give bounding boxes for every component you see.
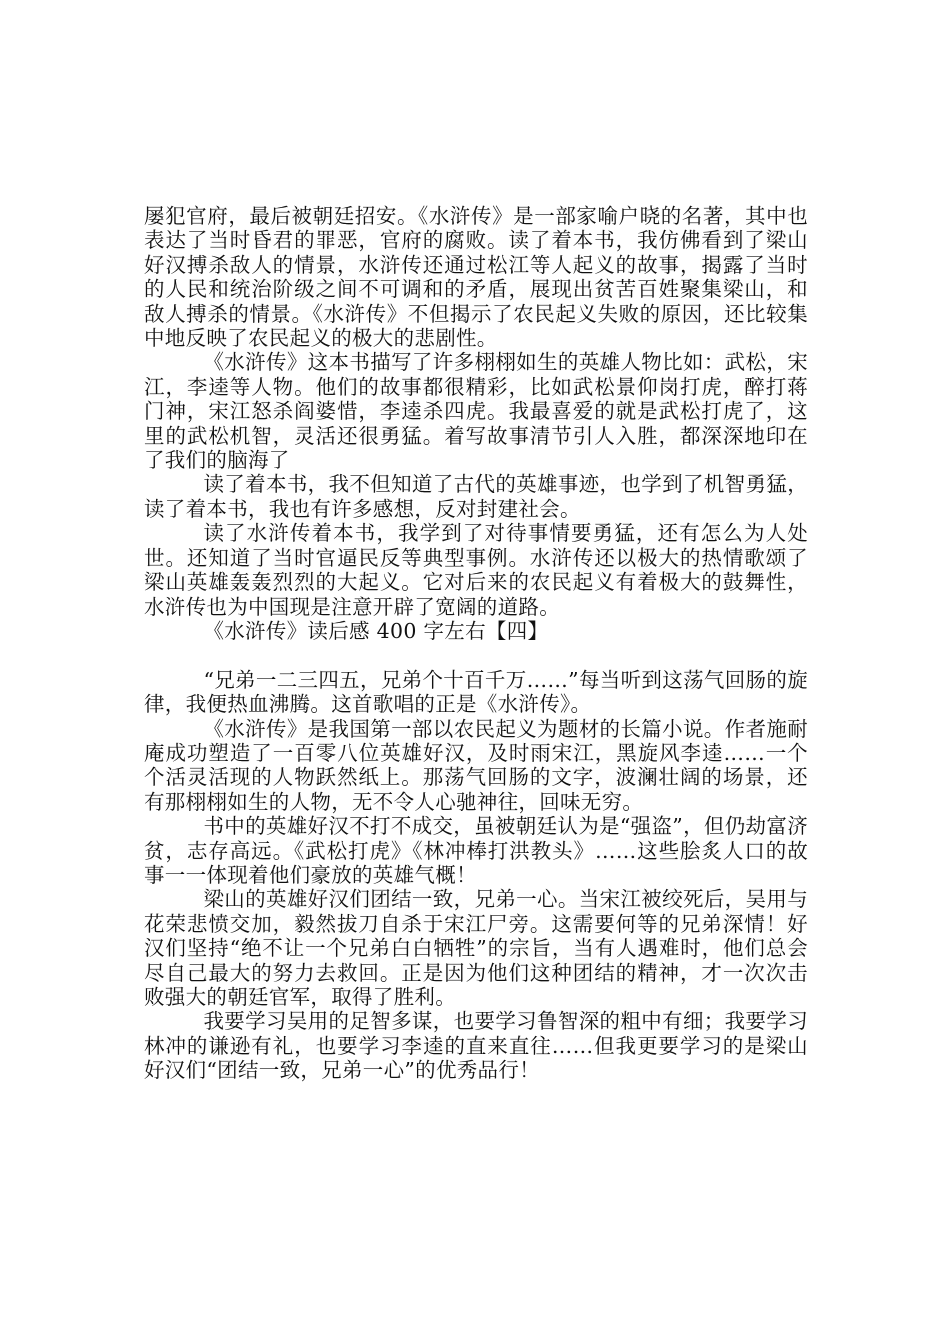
paragraph: 屡犯官府，最后被朝廷招安。《水浒传》是一部家喻户晓的名著，其中也表达了当时昏君的罪恶，官府的腐败。读了着本书，我仿佛看到了梁山好汉搏杀敌人的情景，水浒传还通过松江等人起义的故事，揭露了当时的人民和统治阶级之间不可调和的矛盾，展现出贫苦百姓聚集梁山，和敌人搏杀的情景。《水浒传》不但揭示了农民起义失败的原因，还比较集中地反映了农民起义的极大的悲剧性。 (144, 204, 808, 351)
paragraph: 《水浒传》这本书描写了许多栩栩如生的英雄人物比如：武松，宋江，李逵等人物。他们的故事都很精彩，比如武松景仰岗打虎，醉打蒋门神，宋江怒杀阎婆惜，李逵杀四虎。我最喜爱的就是武松打虎了，这里的武松机智，灵活还很勇猛。着写故事清节引人入胜，都深深地印在了我们的脑海了 (144, 350, 808, 473)
document-page (144, 204, 808, 1083)
section-heading: 《水浒传》读后感 400 字左右【四】 (203, 618, 549, 643)
blank-line (144, 643, 808, 667)
paragraph: 《水浒传》是我国第一部以农民起义为题材的长篇小说。作者施耐庵成功塑造了一百零八位英雄好汉，及时雨宋江，黑旋风李逵……一个个活灵活现的人物跃然纸上。那荡气回肠的文字，波澜壮阔的场景，还有那栩栩如生的人物，无不令人心驰神往，回味无穷。 (144, 716, 808, 814)
paragraph: 读了水浒传着本书，我学到了对待事情要勇猛，还有怎么为人处世。还知道了当时官逼民反等典型事例。水浒传还以极大的热情歌颂了梁山英雄轰轰烈烈的大起义。它对后来的农民起义有着极大的鼓舞性，水浒传也为中国现是注意开辟了宽阔的道路。 (144, 521, 808, 619)
paragraph: 梁山的英雄好汉们团结一致，兄弟一心。当宋江被绞死后，吴用与花荣悲愤交加，毅然拔刀自杀于宋江尸旁。这需要何等的兄弟深情！好汉们坚持“绝不让一个兄弟白白牺牲”的宗旨，当有人遇难时，他们总会尽自己最大的努力去救回。正是因为他们这种团结的精神，才一次次击败强大的朝廷官军，取得了胜利。 (144, 887, 808, 1009)
paragraph: “兄弟一二三四五，兄弟个十百千万……”每当听到这荡气回肠的旋律，我便热血沸腾。这首歌唱的正是《水浒传》。 (144, 667, 808, 717)
paragraph: 我要学习吴用的足智多谋，也要学习鲁智深的粗中有细；我要学习林冲的谦逊有礼，也要学习李逵的直来直往……但我更要学习的是梁山好汉们“团结一致，兄弟一心”的优秀品行！ (144, 1009, 808, 1083)
paragraph: 书中的英雄好汉不打不成交，虽被朝廷认为是“强盗”，但仍劫富济贫，志存高远。《武松打虎》《林冲棒打洪教头》……这些脍炙人口的故事一一体现着他们豪放的英雄气概！ (144, 814, 808, 887)
paragraph: 读了着本书，我不但知道了古代的英雄事迹，也学到了机智勇猛，读了着本书，我也有许多感想，反对封建社会。 (144, 472, 808, 521)
